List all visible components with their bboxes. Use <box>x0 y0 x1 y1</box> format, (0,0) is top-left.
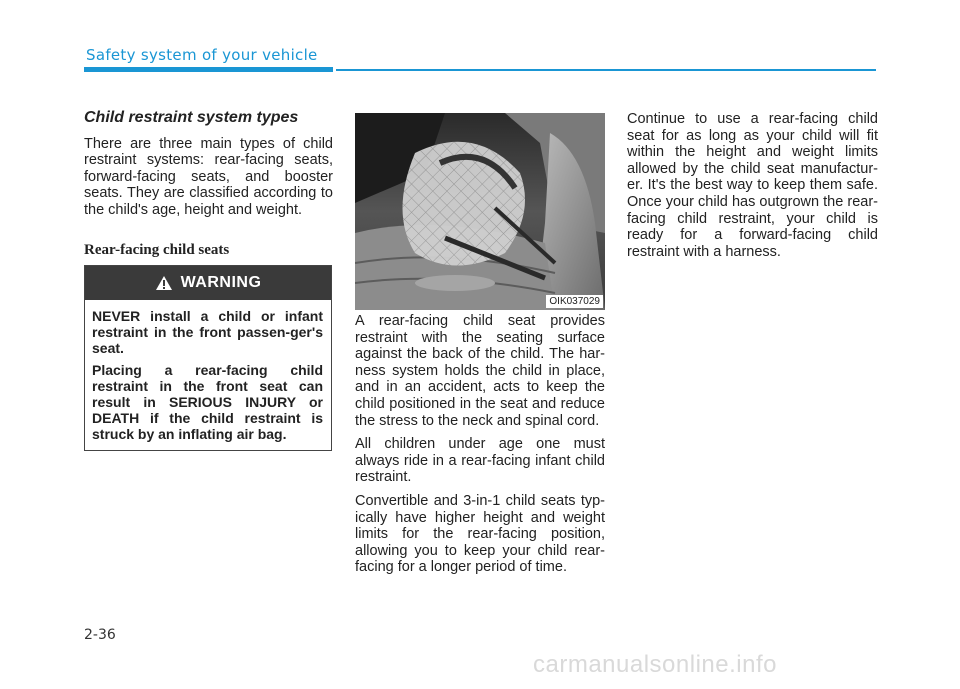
rear-facing-seat-photo <box>355 113 605 310</box>
warning-paragraph: NEVER install a child or infant restraint in the front passen-ger's seat. <box>92 308 323 356</box>
warning-header <box>85 266 331 300</box>
column-right <box>627 111 878 267</box>
section-heading: Child restraint system types <box>84 109 299 126</box>
section-header-title: Safety system of your vehicle <box>86 46 318 64</box>
warning-box <box>84 265 332 451</box>
intro-paragraph: There are three main types of child restraint systems: rear-facing seats, forward-facing seats, and booster seats. They are classified according to the child's age, height and weight. <box>84 135 333 218</box>
image-code: OIK037029 <box>546 295 603 308</box>
car-seat-illustration <box>355 113 605 310</box>
column-left <box>84 110 333 258</box>
warning-title: WARNING <box>180 274 262 291</box>
body-paragraph: Convertible and 3-in-1 child seats typ-ically have higher height and weight limits for the rear-facing position, allowing you to keep your child rear-facing for a longer period of time. <box>355 492 605 576</box>
column-middle <box>355 313 605 583</box>
body-paragraph: All children under age one must always ride in a rear-facing infant child restraint. <box>355 436 605 486</box>
body-paragraph: Continue to use a rear-facing child seat for as long as your child will fit within the height and weight limits allowed by the child seat manufactur-er. It's the best way to keep them safe. Once your child has outgrown the rear-facing child restraint, your child is ready for a forward-facing child restraint with a harness. <box>627 111 878 260</box>
warning-triangle-icon <box>155 275 173 291</box>
body-paragraph: A rear-facing child seat provides restraint with the seating surface against the back of the child. The har-ness system holds the child in place, and in an accident, acts to keep the child positioned in the seat and reduce the stress to the neck and spinal cord. <box>355 313 605 429</box>
page-number: 2-36 <box>84 627 116 643</box>
subsection-heading: Rear-facing child seats <box>84 241 230 258</box>
warning-body <box>85 300 331 442</box>
watermark-text: carmanualsonline.info <box>533 651 777 678</box>
header-rule-thick <box>84 67 333 72</box>
warning-paragraph: Placing a rear-facing child restraint in the front seat can result in SERIOUS INJURY or DEATH if the child restraint is struck by an inflating air bag. <box>92 362 323 442</box>
header-rule-thin <box>336 69 876 71</box>
